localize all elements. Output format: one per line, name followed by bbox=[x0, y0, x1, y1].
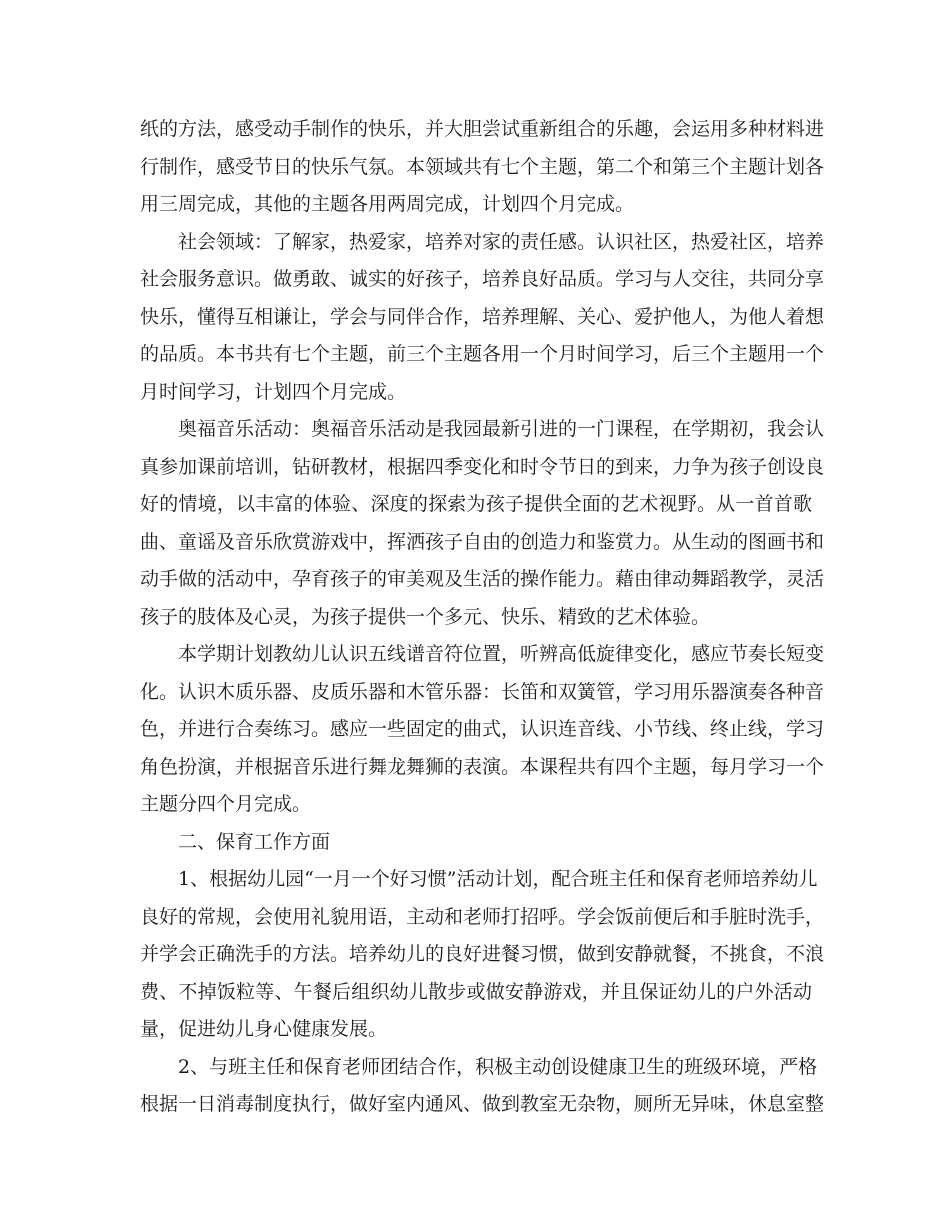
text-line: 快乐，懂得互相谦让，学会与同伴合作，培养理解、关心、爱护他人，为他人着想 bbox=[140, 305, 825, 328]
text-line: 真参加课前培训，钻研教材，根据四季变化和时令节日的到来，力争为孩子创设良 bbox=[140, 455, 825, 478]
text-line: 良好的常规，会使用礼貌用语，主动和老师打招呼。学会饭前便后和手脏时洗手， bbox=[140, 905, 825, 928]
text-line: 主题分四个月完成。 bbox=[140, 793, 312, 815]
text-line: 根据一日消毒制度执行，做好室内通风、做到教室无杂物，厕所无异味，休息室整 bbox=[140, 1093, 825, 1115]
text-line: 动手做的活动中，孕育孩子的审美观及生活的操作能力。藉由律动舞蹈教学，灵活 bbox=[140, 568, 825, 590]
paragraph-first-line: 2、与班主任和保育老师团结合作，积极主动创设健康卫生的班级环境，严格 bbox=[178, 1055, 818, 1078]
text-line: 化。认识木质乐器、皮质乐器和木管乐器：长笛和双簧管，学习用乐器演奏各种音 bbox=[140, 680, 825, 703]
text-line: 行制作，感受节日的快乐气氛。本领域共有七个主题，第二个和第三个主题计划各 bbox=[140, 155, 825, 178]
text-line: 孩子的肢体及心灵，为孩子提供一个多元、快乐、精致的艺术体验。 bbox=[140, 605, 711, 628]
text-line: 曲、童谣及音乐欣赏游戏中，挥洒孩子自由的创造力和鉴赏力。从生动的图画书和 bbox=[140, 530, 825, 553]
paragraph-first-line: 社会领域：了解家，热爱家，培养对家的责任感。认识社区，热爱社区，培养 bbox=[178, 230, 825, 253]
text-line: 好的情境，以丰富的体验、深度的探索为孩子提供全面的艺术视野。从一首首歌 bbox=[140, 493, 812, 515]
text-line: 角色扮演，并根据音乐进行舞龙舞狮的表演。本课程共有四个主题，每月学习一个 bbox=[140, 755, 825, 778]
text-line: 社会服务意识。做勇敢、诚实的好孩子，培养良好品质。学习与人交往，共同分享 bbox=[140, 268, 825, 290]
text-line: 月时间学习，计划四个月完成。 bbox=[140, 380, 407, 403]
paragraph-first-line: 奥福音乐活动：奥福音乐活动是我园最新引进的一门课程，在学期初，我会认 bbox=[178, 418, 825, 440]
paragraph-first-line: 本学期计划教幼儿认识五线谱音符位置，听辨高低旋律变化，感应节奏长短变 bbox=[178, 643, 825, 665]
body-text bbox=[140, 111, 825, 1124]
text-line: 费、不掉饭粒等、午餐后组织幼儿散步或做安静游戏，并且保证幼儿的户外活动 bbox=[140, 980, 812, 1003]
text-line: 纸的方法，感受动手制作的快乐，并大胆尝试重新组合的乐趣，会运用多种材料进 bbox=[140, 118, 825, 140]
text-line: 的品质。本书共有七个主题，前三个主题各用一个月时间学习，后三个主题用一个 bbox=[140, 343, 825, 365]
section-heading: 二、保育工作方面 bbox=[178, 830, 331, 853]
text-line: 色，并进行合奏练习。感应一些固定的曲式，认识连音线、小节线、终止线，学习 bbox=[140, 718, 825, 740]
text-line: 量，促进幼儿身心健康发展。 bbox=[140, 1018, 388, 1040]
text-line: 用三周完成，其他的主题各用两周完成，计划四个月完成。 bbox=[140, 193, 635, 215]
text-line: 并学会正确洗手的方法。培养幼儿的良好进餐习惯，做到安静就餐，不挑食，不浪 bbox=[140, 943, 825, 965]
paragraph-first-line: 1、根据幼儿园“一月一个好习惯”活动计划，配合班主任和保育老师培养幼儿 bbox=[178, 868, 818, 890]
